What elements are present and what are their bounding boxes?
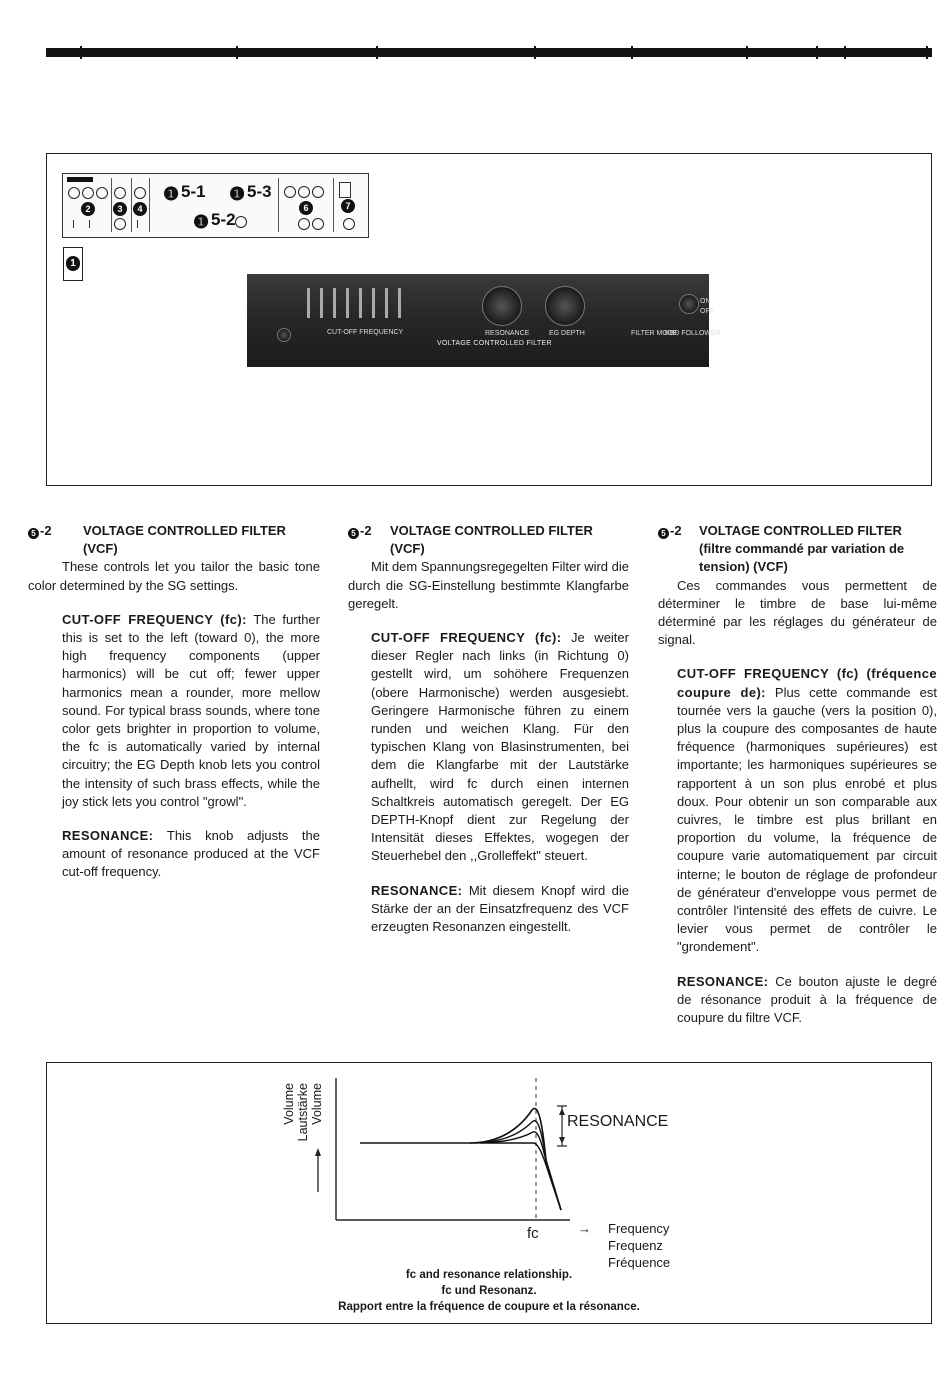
frequency-label-en: Frequency [608, 1221, 670, 1236]
top-rule [46, 48, 932, 57]
number-badge-4: 4 [133, 202, 147, 216]
section-label-5-3: 5-3 [247, 182, 272, 201]
cutoff-paragraph: CUT-OFF FREQUENCY (fc): Je weiter dieser Regler nach links (in Richtung 0) gestellt wird, um sohöhere Frequenzen (obere Harmonische) werden ausgesiebt. Geringere Harmonische führen zu einem runden und weichen Klang. Für den typischen Klang von Blasinstrumenten, bei dem die Klangfarbe mit der Lautstärke aufhellt, wird fc durch einen internen Schaltkreis automatisch geregelt. Der EG DEPTH-Knopf dient zur Regelung der Intensität dieses Effektes, wogegen der Steuerhebel den ,,Grolleffekt" steuert. [371, 630, 629, 864]
resonance-paragraph: RESONANCE: Mit diesem Knopf wird die Stärke der an der Einsatzfrequenz des VCF erzeugten Resonanzen eingestellt. [371, 882, 629, 935]
resonance-label: RESONANCE [567, 1113, 669, 1130]
axis-label-volume-fr: Volume [282, 1083, 296, 1125]
flat-curve [480, 1143, 561, 1210]
off-label: OFF [700, 308, 714, 315]
caption-en: fc and resonance relationship. [405, 1269, 573, 1281]
axis-label-volume-en: Volume [310, 1083, 324, 1125]
section-heading: 5 -2 VOLTAGE CONTROLLED FILTER (VCF) [28, 522, 320, 558]
fc-label: fc [527, 1225, 539, 1242]
fc-resonance-graph [270, 1070, 690, 1230]
column-german [348, 522, 629, 936]
eg-depth-knob-label: EG DEPTH [549, 330, 585, 337]
number-badge-3: 3 [113, 202, 127, 216]
panel-diagram: 2 3 4 ❶ 5-1 ❶ 5-3 ❶ 5-2 6 7 [62, 173, 369, 238]
caption-fr: Rapport entre la fréquence de coupure et la résonance. [338, 1301, 640, 1313]
right-arrow-icon: → [578, 1221, 591, 1236]
number-badge-2: 2 [81, 202, 95, 216]
column-english [28, 522, 320, 882]
on-label: ON [700, 298, 711, 305]
kbd-follower-label: KBD FOLLOWER [665, 330, 721, 337]
section-label-5-1: 5-1 [181, 182, 206, 201]
frequency-label-de: Frequenz [608, 1238, 663, 1253]
cutoff-paragraph: CUT-OFF FREQUENCY (fc): The further this is set to the left (toward 0), the more high frequency components (upper harmonics) will be cut off; fewer upper harmonics mean a rounder, more mellow sound. For typical brass sounds, where tone color gets brighter in proportion to volume, the fc is automatically varied by internal circuitry; the EG Depth knob lets you control the intensity of such brass effects, while the joy stick lets you control "growl". [62, 611, 320, 809]
cutoff-frequency-label: CUT-OFF FREQUENCY [327, 329, 404, 336]
number-badge-7: 7 [341, 199, 355, 213]
resonance-knob-label: RESONANCE [485, 330, 530, 337]
figure-marker: 1 [63, 247, 83, 281]
resonance-paragraph: RESONANCE: This knob adjusts the amount of resonance produced at the VCF cut-off frequency. [62, 828, 320, 880]
intro-paragraph: These controls let you tailor the basic tone color determined by the SG settings. [28, 559, 320, 593]
vcf-panel-caption: VOLTAGE CONTROLLED FILTER [437, 340, 552, 347]
frequency-label-fr: Fréquence [608, 1255, 671, 1270]
section-label-5-2: 5-2 [211, 210, 236, 229]
intro-paragraph: Ces commandes vous permettent de déterminer le timbre de base lui-même déterminé par les réglages du générateur de signal. [658, 577, 937, 648]
section-heading: 5 -2 VOLTAGE CONTROLLED FILTER (filtre commandé par variation de tension) (VCF) [658, 522, 937, 577]
filter-mode-label: FILTER MODE [631, 330, 678, 337]
resonance-paragraph: RESONANCE: Ce bouton ajuste le degré de résonance produit à la fréquence de coupure du filtre VCF. [677, 973, 937, 1026]
column-french [658, 522, 937, 1027]
axis-label-lautstaerke: Lautstärke [296, 1083, 310, 1142]
section-heading: 5 -2 VOLTAGE CONTROLLED FILTER (VCF) [348, 522, 629, 558]
cutoff-paragraph: CUT-OFF FREQUENCY (fc) (fréquence coupure de): Plus cette commande est tournée vers la gauche (vers la position 0), plus la coupure des composantes de haute fréquence (harmoniques supérieures) est importante; les harmoniques supérieures se rapportent à un son plus enrobé et plus doux. Pour obtenir un son comparable aux cuivres, le timbre est plus brillant en proportion du volume, la fréquence de coupure varie automatiquement par circuit interne; le bouton de réglage de profondeur de générateur d'enveloppe vous permet de contrôler l'intensité des effets de cuivre. Le levier vous permet de contrôler le "grondement". [677, 666, 937, 955]
intro-paragraph: Mit dem Spannungsregegelten Filter wird die durch die SG-Einstellung bestimmte Klangfarbe geregelt. [348, 559, 629, 611]
vcf-panel-photo [247, 274, 721, 367]
number-badge-6: 6 [299, 201, 313, 215]
caption-de: fc und Resonanz. [441, 1285, 537, 1297]
